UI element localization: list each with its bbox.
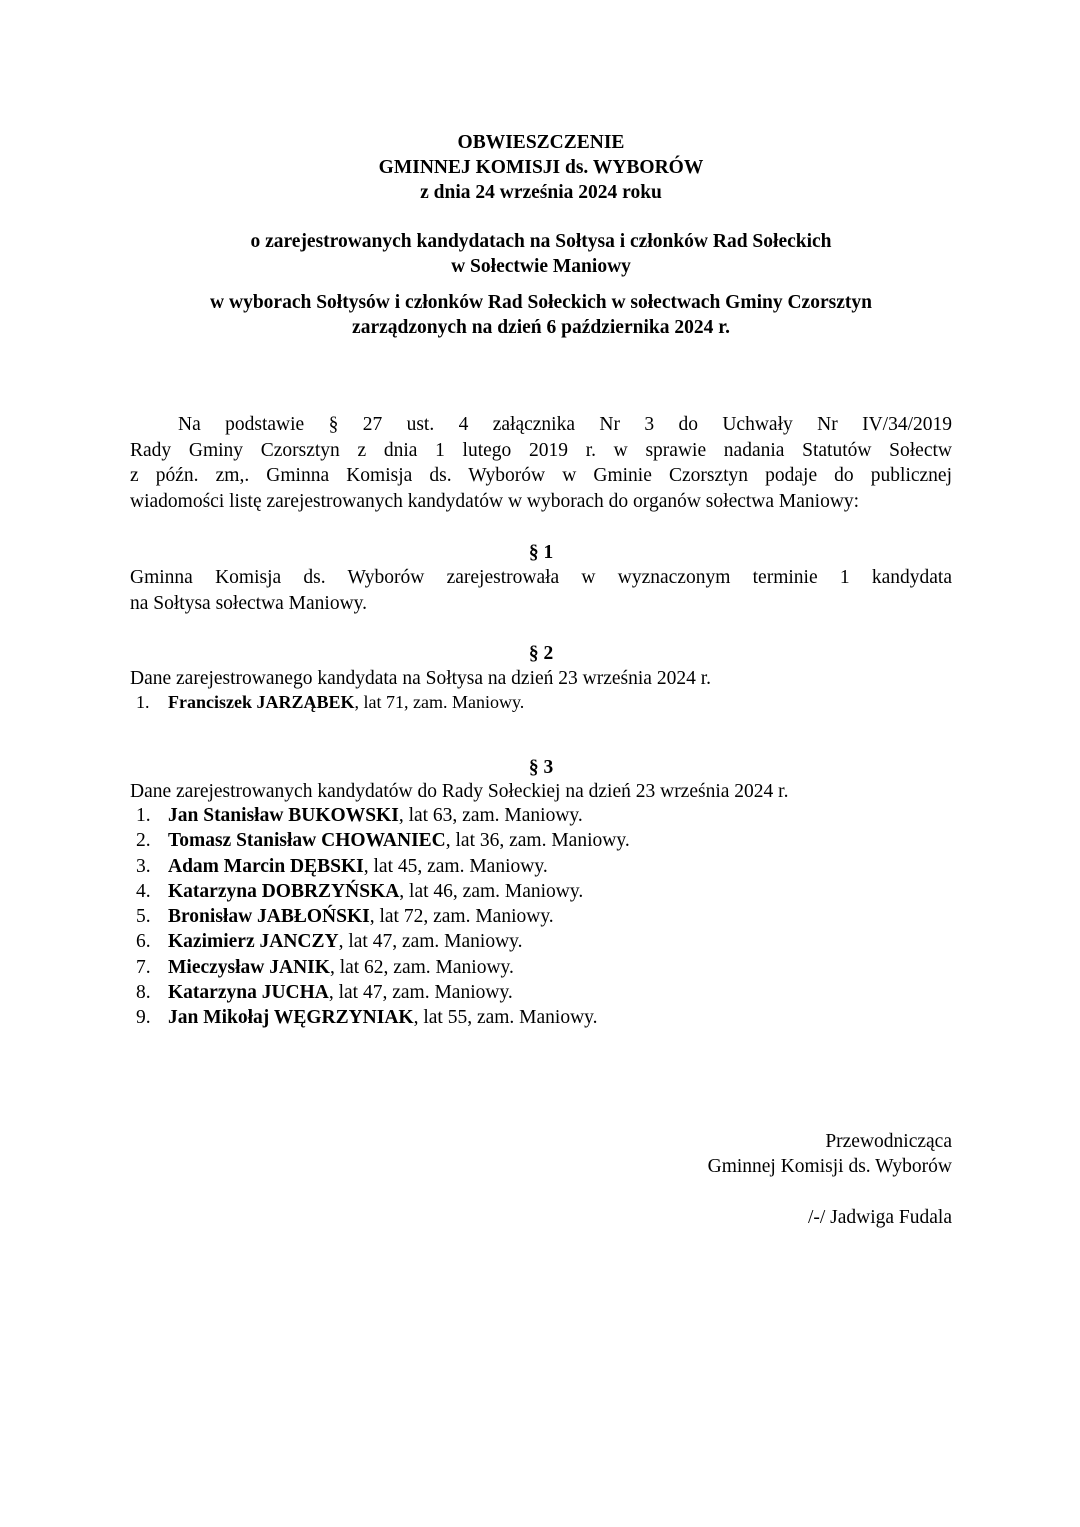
intro-line-4: wiadomości listę zarejestrowanych kandydatów w wyborach do organów sołectwa Maniowy: <box>130 490 860 512</box>
candidate-details: , lat 47, zam. Maniowy. <box>328 982 513 1004</box>
section-2-text <box>130 666 952 692</box>
candidate-details: , lat 71, zam. Maniowy. <box>354 692 525 712</box>
candidate-number: 4. <box>136 880 151 902</box>
section-3-line: Dane zarejestrowanych kandydatów do Rady Sołeckiej na dzień 23 września 2024 r. <box>130 781 789 802</box>
candidate-details: , lat 36, zam. Maniowy. <box>445 830 630 852</box>
candidate-number: 7. <box>136 956 151 978</box>
candidate-number: 1. <box>136 805 151 826</box>
list-item <box>130 879 952 904</box>
intro-line-3: z późn. zm,. Gminna Komisja ds. Wyborów w Gminie Czorsztyn podaje do publicznej <box>130 465 952 486</box>
document-title: OBWIESZCZENIE <box>457 132 625 153</box>
candidate-number: 6. <box>136 931 151 953</box>
candidate-name: Adam Marcin DĘBSKI <box>168 855 364 877</box>
subject-line-2: w Sołectwie Maniowy <box>451 256 631 277</box>
header-spacer <box>130 205 952 229</box>
list-item <box>130 980 952 1005</box>
candidate-name: Franciszek JARZĄBEK <box>168 692 355 712</box>
candidate-number: 1. <box>136 692 150 712</box>
subject-line-1: o zarejestrowanych kandydatach na Sołtysa i członków Rad Sołeckich <box>250 231 832 252</box>
signature-role: Przewodnicząca <box>825 1131 952 1152</box>
candidate-name: Bronisław JABŁOŃSKI <box>168 906 370 928</box>
candidate-name: Jan Stanisław BUKOWSKI <box>168 805 399 826</box>
header-spacer <box>130 279 952 290</box>
section-1-paragraph <box>130 565 952 616</box>
list-item <box>130 904 952 929</box>
intro-line-2: Rady Gminy Czorsztyn z dnia 1 lutego 2019 r. w sprawie nadania Statutów Sołectw <box>130 439 952 461</box>
elections-line-1: w wyborach Sołtysów i członków Rad Sołeckich w sołectwach Gminy Czorsztyn <box>210 292 872 313</box>
document-header <box>130 130 952 340</box>
list-item <box>130 854 952 879</box>
document-date: z dnia 24 września 2024 roku <box>420 182 662 203</box>
section-1-line-2: na Sołtysa sołectwa Maniowy. <box>130 592 368 614</box>
candidate-name: Katarzyna JUCHA <box>168 982 329 1004</box>
candidate-number: 3. <box>136 855 151 877</box>
issuing-authority: GMINNEJ KOMISJI ds. WYBORÓW <box>378 157 704 178</box>
candidate-name: Mieczysław JANIK <box>168 956 330 978</box>
candidate-number: 8. <box>136 982 151 1004</box>
candidate-name: Katarzyna DOBRZYŃSKA <box>168 880 400 902</box>
list-item <box>130 690 952 715</box>
intro-paragraph <box>130 412 952 514</box>
list-item <box>130 1005 952 1030</box>
candidate-number: 9. <box>136 1007 151 1029</box>
candidate-number: 5. <box>136 906 151 928</box>
council-candidate-list <box>130 803 952 1031</box>
candidate-details: , lat 46, zam. Maniowy. <box>399 880 584 902</box>
candidate-details: , lat 55, zam. Maniowy. <box>413 1007 598 1029</box>
candidate-details: , lat 47, zam. Maniowy. <box>338 931 523 953</box>
list-item <box>130 955 952 980</box>
signature-name: /-/ Jadwiga Fudala <box>807 1207 952 1228</box>
section-1-mark: § 1 <box>528 542 554 563</box>
candidate-details: , lat 62, zam. Maniowy. <box>329 956 514 978</box>
section-1-line-1: Gminna Komisja ds. Wyborów zarejestrowała w wyznaczonym terminie 1 kandydata <box>130 567 952 588</box>
list-item <box>130 929 952 954</box>
section-3-mark: § 3 <box>528 757 554 778</box>
soltys-candidate-list <box>130 690 952 715</box>
elections-line-2: zarządzonych na dzień 6 października 2024 r. <box>352 317 730 338</box>
candidate-number: 2. <box>136 830 151 852</box>
candidate-name: Kazimierz JANCZY <box>168 931 339 953</box>
section-2-line: Dane zarejestrowanego kandydata na Sołtysa na dzień 23 września 2024 r. <box>130 668 712 689</box>
intro-line-1: Na podstawie § 27 ust. 4 załącznika Nr 3 do Uchwały Nr IV/34/2019 <box>178 414 952 435</box>
candidate-details: , lat 45, zam. Maniowy. <box>363 855 548 877</box>
signature-body: Gminnej Komisji ds. Wyborów <box>707 1156 952 1177</box>
section-3-text <box>130 779 952 805</box>
candidate-name: Jan Mikołaj WĘGRZYNIAK <box>168 1007 414 1029</box>
section-2-mark: § 2 <box>528 643 554 664</box>
candidate-details: , lat 63, zam. Maniowy. <box>398 805 583 826</box>
list-item <box>130 828 952 853</box>
candidate-name: Tomasz Stanisław CHOWANIEC <box>168 830 446 852</box>
candidate-details: , lat 72, zam. Maniowy. <box>369 906 554 928</box>
list-item <box>130 803 952 828</box>
